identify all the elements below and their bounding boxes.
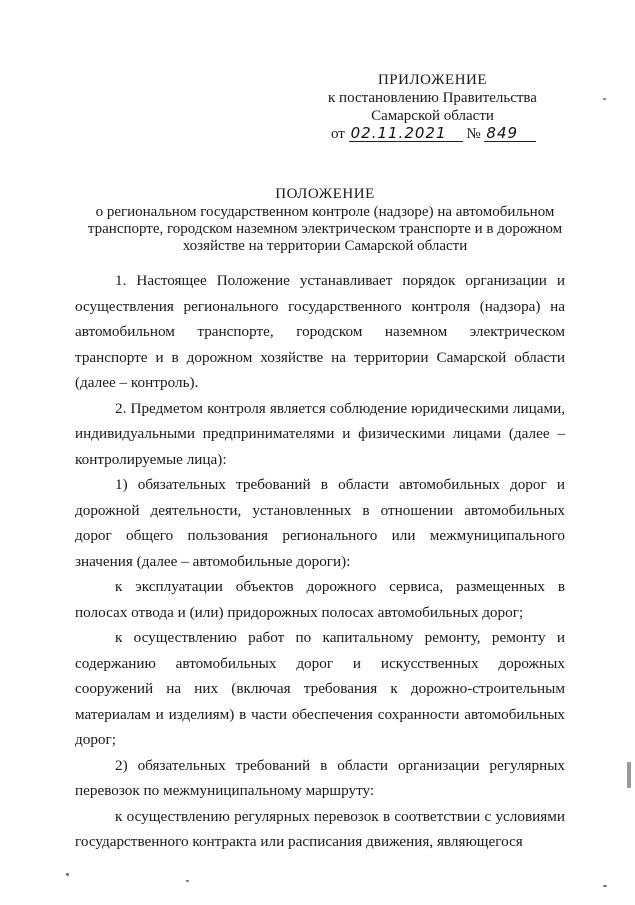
- decree-date-number: [331, 125, 541, 143]
- appendix-line-2: Самарской области: [371, 108, 494, 124]
- number-sign: №: [466, 126, 481, 142]
- scan-speck: [186, 880, 189, 882]
- appendix-title: ПРИЛОЖЕНИЕ: [377, 72, 488, 88]
- paragraph: к осуществлению работ по капитальному ремонту, ремонту и содержанию автомобильных дорог и искусственных дорожных сооружений на них (включая требования к дорожно-строительным материалам и изделиям) в части обеспечения сохранности автомобильных дорог;: [75, 629, 565, 748]
- scan-speck: [603, 98, 606, 100]
- paragraph: 2. Предметом контроля является соблюдение юридическими лицами, индивидуальными предпринимателями и физическими лицами (далее – контролируемые лица):: [75, 399, 565, 468]
- paragraph: к осуществлению регулярных перевозок в соответствии с условиями государственного контракта или расписания движения, являющегося: [75, 807, 565, 850]
- paragraph: 1) обязательных требований в области автомобильных дорог и дорожной деятельности, установленных в отношении автомобильных дорог общего пользования регионального или межмуниципального значения (далее – автомобильные дороги):: [75, 476, 565, 570]
- scan-speck: [603, 885, 607, 887]
- date-prefix: от: [331, 126, 345, 142]
- body-text: [75, 268, 565, 855]
- title-line-3: хозяйстве на территории Самарской области: [182, 238, 468, 254]
- title-line-1: о региональном государственном контроле (надзоре) на автомобильном: [95, 204, 555, 220]
- paragraph: 1. Настоящее Положение устанавливает порядок организации и осуществления регионального государственного контроля (надзора) на автомобильном транспорте, городском наземном электрическом транспорте и в дорожном хозяйстве на территории Самарской области (далее – контроль).: [75, 272, 565, 391]
- appendix-line-1: к постановлению Правительства: [328, 90, 537, 106]
- handwritten-number: 849: [484, 126, 536, 142]
- handwritten-date: 02.11.2021: [349, 126, 463, 142]
- appendix-block: [300, 71, 565, 125]
- title-heading: ПОЛОЖЕНИЕ: [275, 186, 375, 202]
- scan-speck: [627, 762, 631, 788]
- paragraph: 2) обязательных требований в области организации регулярных перевозок по межмуниципальному маршруту:: [75, 756, 565, 799]
- document-title: [60, 186, 590, 255]
- scan-speck: [66, 873, 69, 876]
- paragraph: к эксплуатации объектов дорожного сервиса, размещенных в полосах отвода и (или) придорожных полосах автомобильных дорог;: [75, 578, 565, 621]
- title-line-2: транспорте, городском наземном электрическом транспорте и в дорожном: [87, 221, 563, 237]
